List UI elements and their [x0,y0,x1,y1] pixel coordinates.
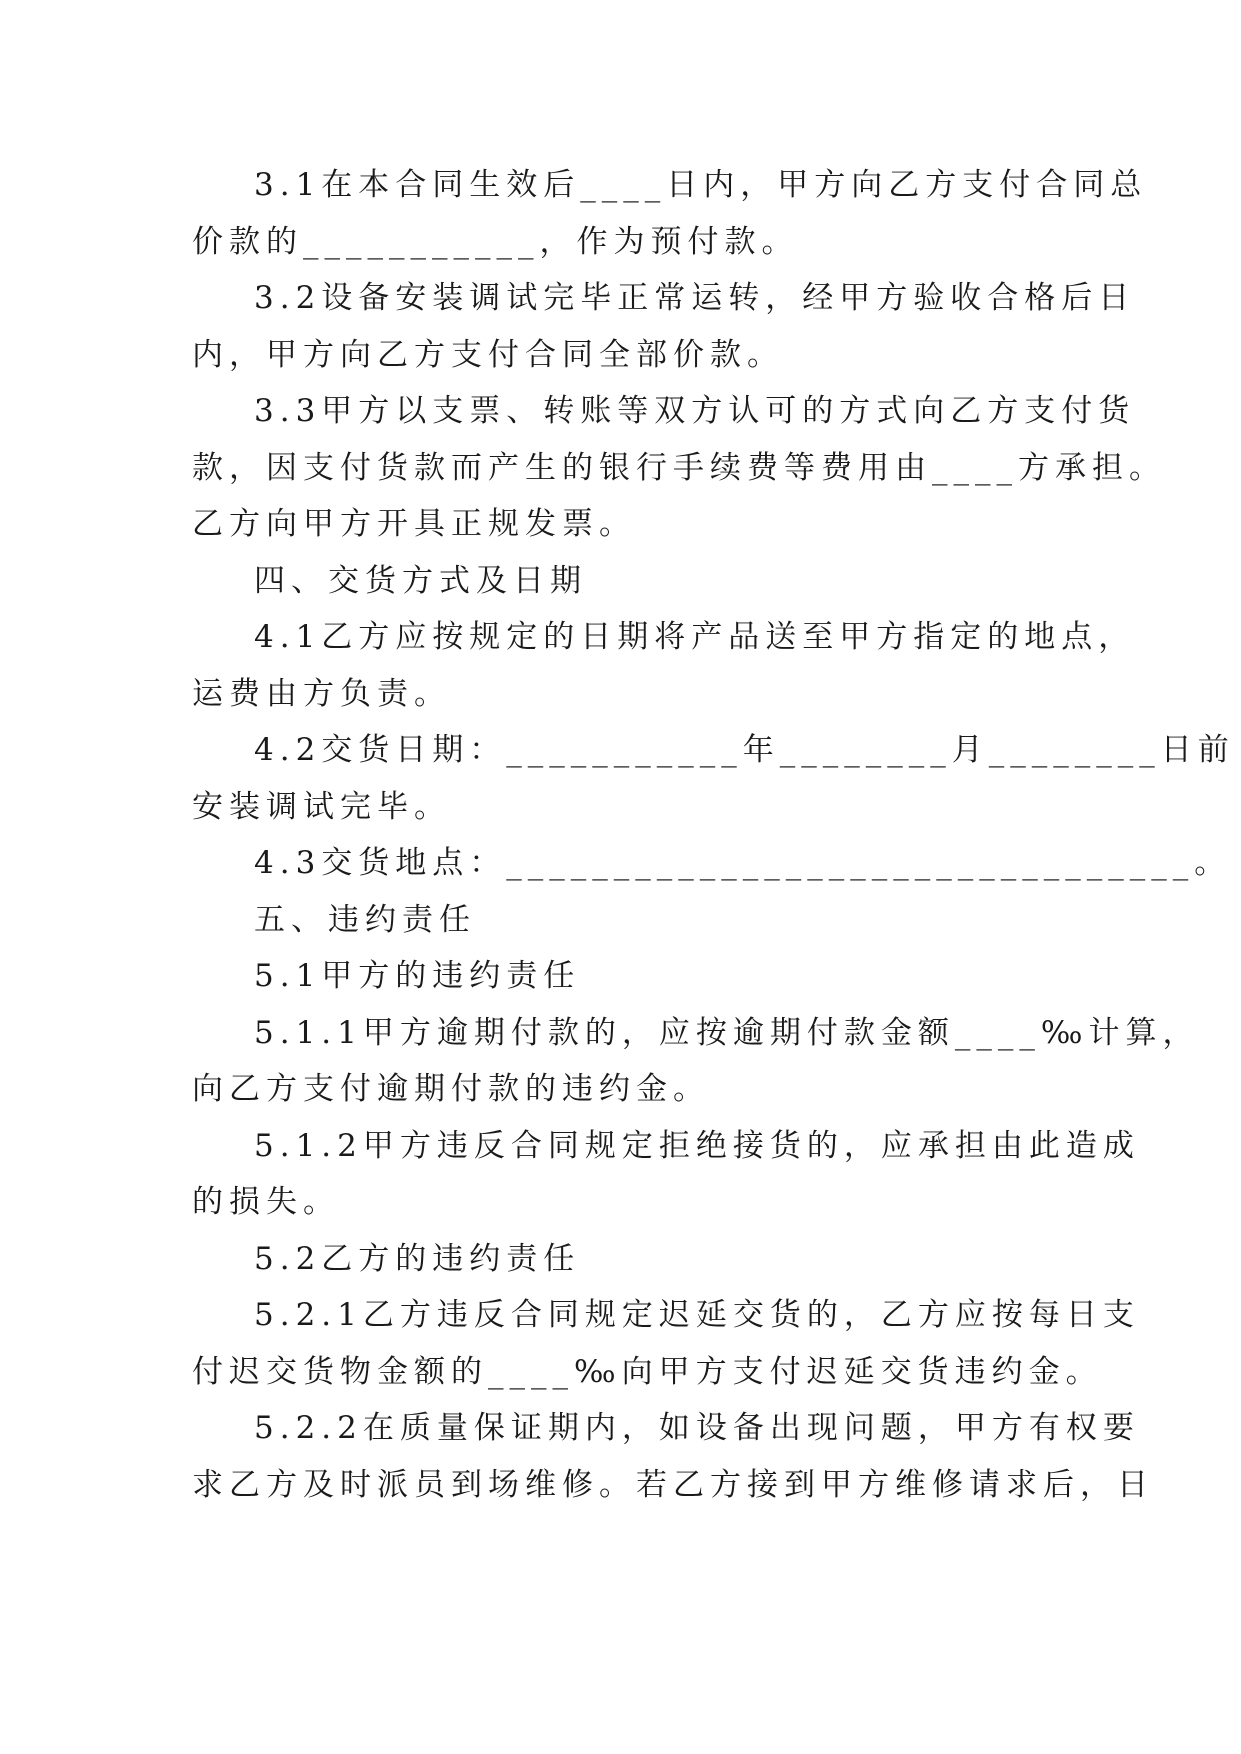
clause-4-1-line-1: 4.1乙方应按规定的日期将产品送至甲方指定的地点， [254,619,1136,655]
clause-5-1-1-line-1: 5.1.1甲方逾期付款的，应按逾期付款金额____‰计算， [254,1015,1200,1051]
clause-5-2-1-line-2: 付迟交货物金额的____‰向甲方支付迟延交货违约金。 [192,1354,1103,1390]
clause-4-2-line-1: 4.2交货日期：___________年________月________日前 [254,732,1235,768]
section-4-heading: 四、交货方式及日期 [254,563,587,599]
section-5-heading: 五、违约责任 [254,902,476,938]
clause-5-2-2-line-2: 求乙方及时派员到场维修。若乙方接到甲方维修请求后，日 [192,1467,1154,1503]
clause-3-1-line-1: 3.1在本合同生效后____日内，甲方向乙方支付合同总 [254,167,1148,203]
clause-3-2-line-1: 3.2设备安装调试完毕正常运转，经甲方验收合格后日 [254,280,1136,316]
clause-4-2-line-2: 安装调试完毕。 [192,789,451,825]
clause-5-1-2-line-1: 5.1.2甲方违反合同规定拒绝接货的，应承担由此造成 [254,1128,1140,1164]
clause-5-1-1-line-2: 向乙方支付逾期付款的违约金。 [192,1071,710,1107]
clause-5-2-heading: 5.2乙方的违约责任 [254,1241,581,1277]
clause-5-2-1-line-1: 5.2.1乙方违反合同规定迟延交货的，乙方应按每日支 [254,1297,1140,1333]
clause-5-1-2-line-2: 的损失。 [192,1184,340,1220]
clause-3-3-line-3: 乙方向甲方开具正规发票。 [192,506,636,542]
clause-5-2-2-line-1: 5.2.2在质量保证期内，如设备出现问题，甲方有权要 [254,1410,1140,1446]
clause-5-1-heading: 5.1甲方的违约责任 [254,958,581,994]
clause-4-1-line-2: 运费由方负责。 [192,676,451,712]
clause-3-3-line-1: 3.3甲方以支票、转账等双方认可的方式向乙方支付货 [254,393,1136,429]
clause-3-3-line-2: 款，因支付货款而产生的银行手续费等费用由____方承担。 [192,450,1166,486]
clause-4-3: 4.3交货地点：________________________________。 [254,845,1232,881]
clause-3-1-line-2: 价款的___________，作为预付款。 [192,224,799,260]
clause-3-2-line-2: 内，甲方向乙方支付合同全部价款。 [192,337,784,373]
